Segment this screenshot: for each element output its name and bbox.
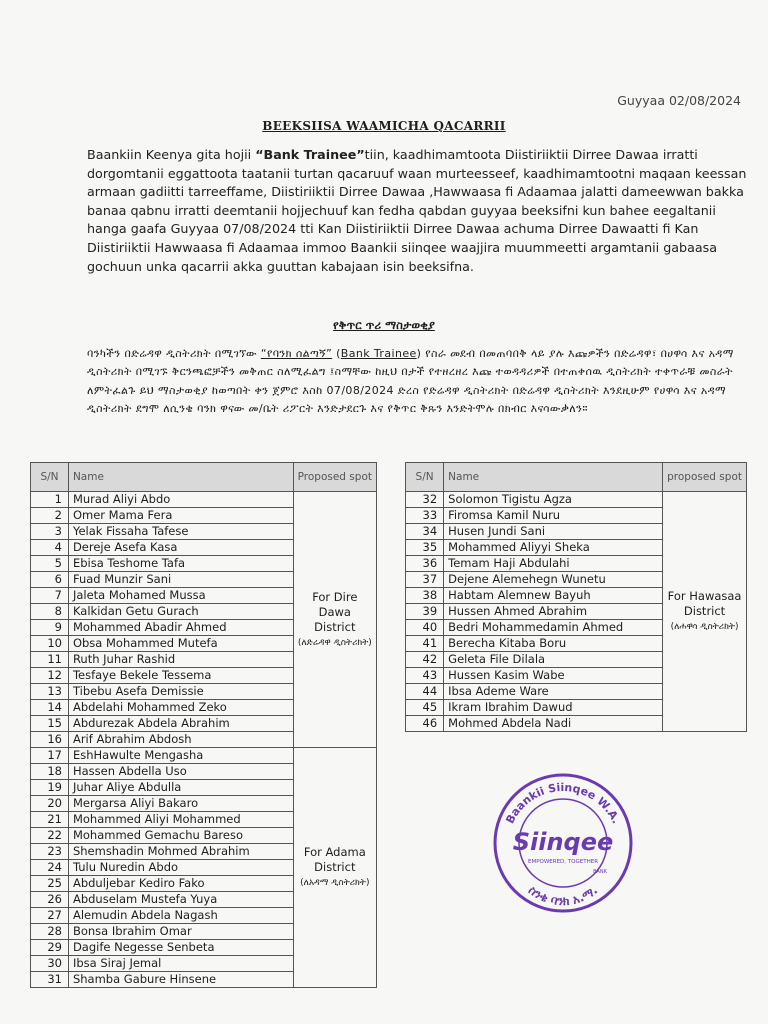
stamp-amharic-text: ስንቄ ባንክ አ.ማ.: [525, 882, 601, 909]
candidate-name-cell: Ibsa Siraj Jemal: [68, 956, 293, 972]
candidate-name-cell: Arif Abrahim Abdosh: [68, 732, 293, 748]
amharic-text-1: ባንካችን በድሬዳዋ ዲስትሪክት በሚገኘው: [87, 347, 261, 360]
proposed-spot-cell: [293, 492, 376, 748]
candidate-name-cell: Abdurezak Abdela Abrahim: [68, 716, 293, 732]
intro-role: “Bank Trainee”: [255, 147, 365, 162]
table-row: [31, 748, 377, 764]
header-name: Name: [444, 463, 663, 492]
serial-number-cell: 38: [406, 588, 444, 604]
candidate-name-cell: Hussen Kasim Wabe: [444, 668, 663, 684]
candidates-table-right: [405, 462, 747, 732]
header-sn: S/N: [31, 463, 69, 492]
document-date: Guyyaa 02/08/2024: [617, 93, 741, 108]
serial-number-cell: 25: [31, 876, 69, 892]
candidate-name-cell: Mohammed Aliyyi Sheka: [444, 540, 663, 556]
serial-number-cell: 42: [406, 652, 444, 668]
stamp-tagline: EMPOWERED, TOGETHER: [527, 859, 599, 865]
serial-number-cell: 18: [31, 764, 69, 780]
document-title: BEEKSIISA WAAMICHA QACARRII: [262, 119, 506, 133]
serial-number-cell: 37: [406, 572, 444, 588]
serial-number-cell: 6: [31, 572, 69, 588]
candidate-name-cell: Murad Aliyi Abdo: [68, 492, 293, 508]
serial-number-cell: 31: [31, 972, 69, 988]
serial-number-cell: 1: [31, 492, 69, 508]
serial-number-cell: 12: [31, 668, 69, 684]
candidate-name-cell: Ebisa Teshome Tafa: [68, 556, 293, 572]
candidate-name-cell: Mergarsa Aliyi Bakaro: [68, 796, 293, 812]
candidate-name-cell: Mohmed Abdela Nadi: [444, 716, 663, 732]
district-label: For Dire Dawa District: [312, 589, 358, 634]
header-name: Name: [68, 463, 293, 492]
serial-number-cell: 29: [31, 940, 69, 956]
candidate-name-cell: Tulu Nuredin Abdo: [68, 860, 293, 876]
serial-number-cell: 30: [31, 956, 69, 972]
serial-number-cell: 22: [31, 828, 69, 844]
candidate-name-cell: Fuad Munzir Sani: [68, 572, 293, 588]
amharic-quoted-role: “የባንክ ሰልጣኝ”: [260, 347, 333, 360]
amharic-paragraph: [87, 345, 757, 419]
table-row: [31, 492, 377, 508]
candidate-name-cell: Dereje Asefa Kasa: [68, 540, 293, 556]
candidate-name-cell: Temam Haji Abdulahi: [444, 556, 663, 572]
candidate-name-cell: Tibebu Asefa Demissie: [68, 684, 293, 700]
serial-number-cell: 34: [406, 524, 444, 540]
district-label-amharic: (ለሐዋሳ ዲስትሪክት): [670, 622, 739, 632]
serial-number-cell: 39: [406, 604, 444, 620]
candidate-name-cell: Dejene Alemehegn Wunetu: [444, 572, 663, 588]
candidate-name-cell: Geleta File Dilala: [444, 652, 663, 668]
serial-number-cell: 43: [406, 668, 444, 684]
serial-number-cell: 40: [406, 620, 444, 636]
district-label: For Adama District: [303, 845, 366, 874]
candidate-name-cell: Husen Jundi Sani: [444, 524, 663, 540]
intro-text-2: tiin, kaadhimamtoota Diistiriiktii Dirree Dawaa irratti dorgomtanii eggattoota taatanii turtan qacaruuf waan murteesseef, kaadhimamtootni maqaan keessan armaan gadiitti tarreeffame, Diistiriiktii Dirree Dawaa ,Hawwaasa fi Adaamaa jalatti dameewwan bakka banaa qabnu irratti deemtanii hojjechuuf kan fedha qabdan guyyaa beeksifni kun bahee eegaltanii hanga gaafa Guyyaa 07/08/2024 tti Kan Diistiriiktii Dirree Dawaa achuma Dirree Dawaatti fi Kan Diistiriiktii Hawwaasa fi Adaamaa immoo Baankii siinqee waajjira muummeetti argamtanii gabaasa gochuun unka qacarrii akka guuttan kabajaan isin beeksifna.: [87, 147, 747, 274]
table-header-row: [406, 463, 747, 492]
candidate-name-cell: Solomon Tigistu Agza: [444, 492, 663, 508]
serial-number-cell: 21: [31, 812, 69, 828]
candidate-name-cell: Mohammed Abadir Ahmed: [68, 620, 293, 636]
intro-text-1: Baankiin Keenya gita hojii: [87, 147, 256, 162]
district-label: For Hawasaa District: [667, 589, 742, 618]
proposed-spot-cell: [293, 748, 376, 988]
candidate-name-cell: Hussen Ahmed Abrahim: [444, 604, 663, 620]
serial-number-cell: 44: [406, 684, 444, 700]
candidate-name-cell: Shamba Gabure Hinsene: [68, 972, 293, 988]
stamp-bank-word: BANK: [593, 869, 607, 875]
header-sn: S/N: [406, 463, 444, 492]
candidate-name-cell: Ruth Juhar Rashid: [68, 652, 293, 668]
candidate-name-cell: Habtam Alemnew Bayuh: [444, 588, 663, 604]
serial-number-cell: 45: [406, 700, 444, 716]
candidate-name-cell: Ikram Ibrahim Dawud: [444, 700, 663, 716]
candidate-name-cell: Omer Mama Fera: [68, 508, 293, 524]
candidate-name-cell: Yelak Fissaha Tafese: [68, 524, 293, 540]
amharic-title: የቅጥር ጥሪ ማስታወቂያ: [333, 318, 435, 332]
serial-number-cell: 5: [31, 556, 69, 572]
candidate-name-cell: Mohammed Aliyi Mohammed: [68, 812, 293, 828]
table-row: [406, 492, 747, 508]
serial-number-cell: 17: [31, 748, 69, 764]
candidate-name-cell: Hassen Abdella Uso: [68, 764, 293, 780]
table-body: [31, 492, 377, 988]
candidate-name-cell: Obsa Mohammed Mutefa: [68, 636, 293, 652]
serial-number-cell: 32: [406, 492, 444, 508]
amharic-text-2: ) የስራ መደብ በመጠባበቅ ላይ ያሉ እጩዎችን በድሬዳዋ፣ በሀዋሳ እና አዳማ ዲስትሪክት በሚገኙ ቅርንጫፎቻችን መቅጠር ስለሚፈልግ ፤ስማቸው ከዚህ በታች የተዘረዘረ እጩ ተወዳዳሪዎች በተጠቀሰዉ ዲስትሪክት ተቀጥራቹ መስራት ለምትፈልጉ ይህ ማስታወቂያ ከወጣበት ቀን ጀምሮ እስከ 07/08/2024 ድረስ የድሬዳዋ ዲስትሪክት በድሬዳዋ ዲስትሪክት እንደዚሁም የሀዋሳ እና አዳማ ዲስትሪክት ደግሞ ለሲንቄ ባንክ ዋናው መ/ቤት ሪፖርት እንድታደርጉ እና የቅጥር ቅጹን እንድትሞሉ በክብር እናሳውቃለን።: [87, 347, 734, 416]
serial-number-cell: 41: [406, 636, 444, 652]
candidate-name-cell: Abduljebar Kediro Fako: [68, 876, 293, 892]
serial-number-cell: 23: [31, 844, 69, 860]
stamp-ring-text: Baankii Siinqee W.A.: [503, 780, 623, 826]
candidate-name-cell: Dagife Negesse Senbeta: [68, 940, 293, 956]
candidate-name-cell: Tesfaye Bekele Tessema: [68, 668, 293, 684]
candidate-name-cell: Bedri Mohammedamin Ahmed: [444, 620, 663, 636]
district-label-amharic: (ለአዳማ ዲስትሪክት): [300, 878, 370, 888]
serial-number-cell: 16: [31, 732, 69, 748]
serial-number-cell: 2: [31, 508, 69, 524]
table-body: [406, 492, 747, 732]
candidate-name-cell: Juhar Aliye Abdulla: [68, 780, 293, 796]
header-spot: proposed spot: [663, 463, 747, 492]
serial-number-cell: 33: [406, 508, 444, 524]
candidate-name-cell: Abduselam Mustefa Yuya: [68, 892, 293, 908]
proposed-spot-cell: [663, 492, 747, 732]
serial-number-cell: 26: [31, 892, 69, 908]
serial-number-cell: 19: [31, 780, 69, 796]
candidate-name-cell: Kalkidan Getu Gurach: [68, 604, 293, 620]
serial-number-cell: 28: [31, 924, 69, 940]
stamp-brand: Siinqee: [512, 828, 614, 856]
bank-stamp: [490, 770, 635, 915]
serial-number-cell: 35: [406, 540, 444, 556]
serial-number-cell: 8: [31, 604, 69, 620]
serial-number-cell: 20: [31, 796, 69, 812]
candidate-name-cell: Alemudin Abdela Nagash: [68, 908, 293, 924]
district-label-amharic: (ለድሬዳዋ ዲስትሪክት): [297, 637, 372, 648]
candidate-name-cell: EshHawulte Mengasha: [68, 748, 293, 764]
serial-number-cell: 27: [31, 908, 69, 924]
candidate-name-cell: Berecha Kitaba Boru: [444, 636, 663, 652]
candidates-table-left: [30, 462, 377, 988]
amharic-paren: (: [332, 347, 341, 360]
serial-number-cell: 46: [406, 716, 444, 732]
candidate-name-cell: Firomsa Kamil Nuru: [444, 508, 663, 524]
serial-number-cell: 15: [31, 716, 69, 732]
serial-number-cell: 3: [31, 524, 69, 540]
table-header-row: [31, 463, 377, 492]
header-spot: Proposed spot: [293, 463, 376, 492]
serial-number-cell: 13: [31, 684, 69, 700]
candidate-name-cell: Mohammed Gemachu Bareso: [68, 828, 293, 844]
candidate-name-cell: Bonsa Ibrahim Omar: [68, 924, 293, 940]
candidate-name-cell: Shemshadin Mohmed Abrahim: [68, 844, 293, 860]
serial-number-cell: 7: [31, 588, 69, 604]
serial-number-cell: 11: [31, 652, 69, 668]
serial-number-cell: 9: [31, 620, 69, 636]
serial-number-cell: 10: [31, 636, 69, 652]
candidate-name-cell: Jaleta Mohamed Mussa: [68, 588, 293, 604]
candidate-name-cell: Abdelahi Mohammed Zeko: [68, 700, 293, 716]
serial-number-cell: 14: [31, 700, 69, 716]
serial-number-cell: 36: [406, 556, 444, 572]
amharic-english-role: Bank Trainee: [340, 347, 417, 360]
serial-number-cell: 4: [31, 540, 69, 556]
candidate-name-cell: Ibsa Ademe Ware: [444, 684, 663, 700]
intro-paragraph: [87, 146, 752, 276]
serial-number-cell: 24: [31, 860, 69, 876]
